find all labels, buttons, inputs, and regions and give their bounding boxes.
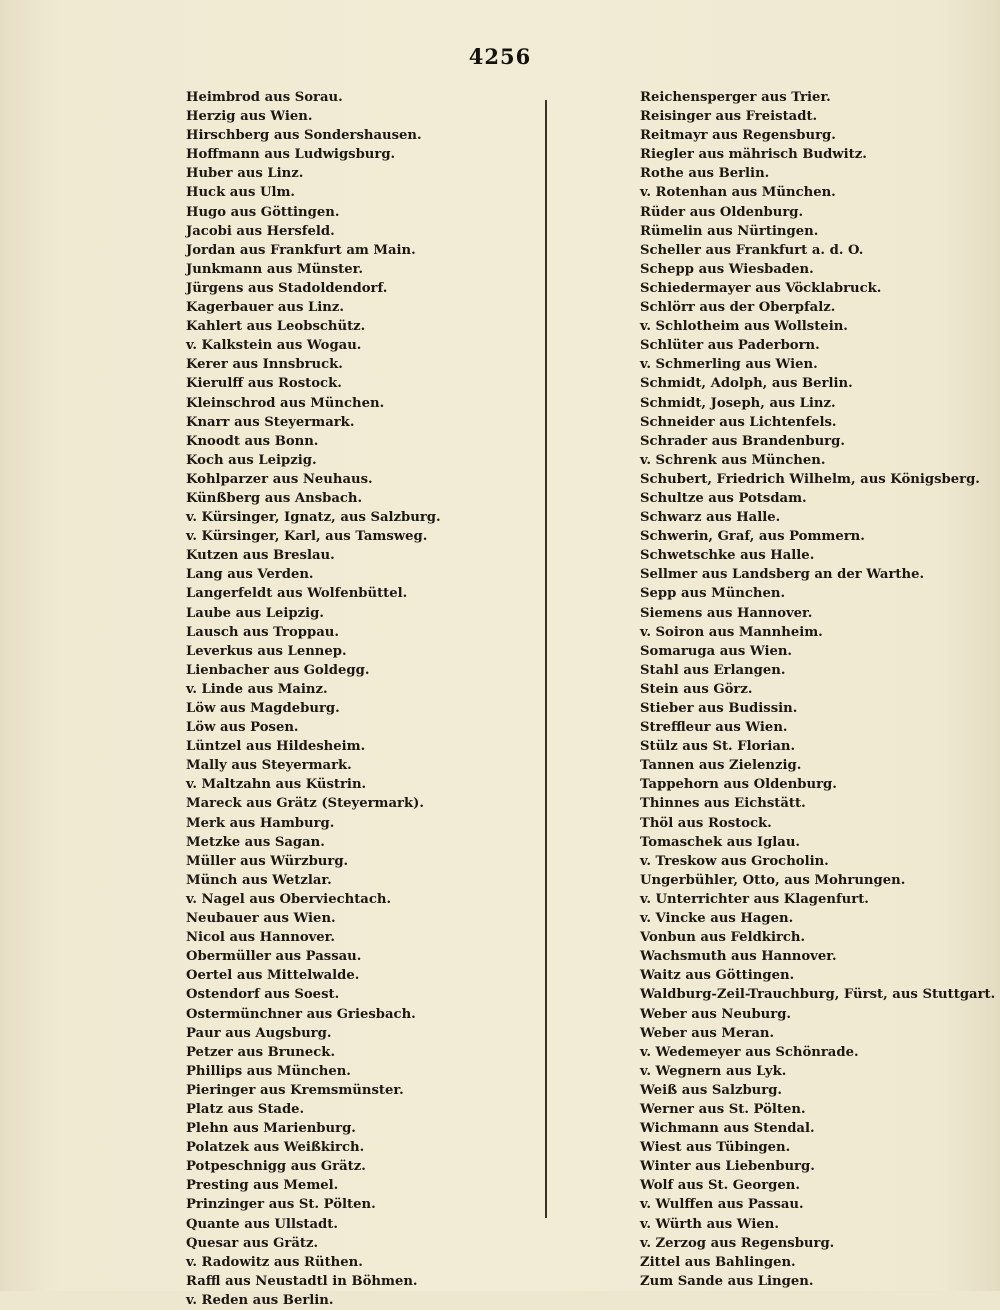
name-entry: Streffleur aus Wien. [640, 720, 788, 736]
name-entry: Schmidt, Joseph, aus Linz. [640, 395, 836, 411]
name-entry: Winter aus Liebenburg. [640, 1159, 815, 1175]
name-entry: Polatzek aus Weißkirch. [186, 1140, 365, 1156]
name-entry: Löw aus Posen. [186, 720, 299, 736]
name-entry: Weber aus Neuburg. [640, 1006, 792, 1022]
name-entry: Thinnes aus Eichstätt. [640, 796, 806, 812]
name-entry: v. Kalkstein aus Wogau. [186, 338, 362, 354]
name-entry: Platz aus Stade. [186, 1101, 305, 1117]
name-entry: Zittel aus Bahlingen. [640, 1254, 796, 1270]
name-entry: v. Maltzahn aus Küstrin. [186, 777, 367, 793]
name-entry: Schwarz aus Halle. [640, 510, 781, 526]
name-entry: Jacobi aus Hersfeld. [186, 223, 335, 239]
name-entry: Reitmayr aus Regensburg. [640, 128, 836, 144]
name-entry: Lüntzel aus Hildesheim. [186, 739, 366, 755]
right-name-column [640, 88, 995, 1291]
name-entry: Kerer aus Innsbruck. [186, 357, 343, 373]
name-entry: Werner aus St. Pölten. [640, 1101, 806, 1117]
name-entry: Phillips aus München. [186, 1063, 351, 1079]
name-entry: Mareck aus Grätz (Steyermark). [186, 796, 424, 812]
name-entry: v. Wulffen aus Passau. [640, 1197, 804, 1213]
name-entry: v. Unterrichter aus Klagenfurt. [640, 891, 869, 907]
name-entry: Somaruga aus Wien. [640, 643, 793, 659]
name-entry: Kutzen aus Breslau. [186, 548, 335, 564]
name-entry: Langerfeldt aus Wolfenbüttel. [186, 586, 408, 602]
column-divider [545, 100, 547, 1218]
name-entry: Schlüter aus Paderborn. [640, 338, 820, 354]
name-entry: Müller aus Würzburg. [186, 853, 349, 869]
name-entry: Petzer aus Bruneck. [186, 1044, 336, 1060]
name-entry: Schultze aus Potsdam. [640, 490, 807, 506]
name-entry: Schepp aus Wiesbaden. [640, 261, 814, 277]
name-entry: Wichmann aus Stendal. [640, 1121, 815, 1137]
name-entry: Knoodt aus Bonn. [186, 433, 319, 449]
name-entry: Kagerbauer aus Linz. [186, 300, 344, 316]
name-entry: v. Nagel aus Oberviechtach. [186, 891, 392, 907]
name-entry: Hirschberg aus Sondershausen. [186, 128, 422, 144]
name-entry: Knarr aus Steyermark. [186, 414, 355, 430]
name-entry: v. Soiron aus Mannheim. [640, 624, 823, 640]
name-entry: Oertel aus Mittelwalde. [186, 968, 360, 984]
name-entry: Reisinger aus Freistadt. [640, 109, 818, 125]
page-number: 4256 [468, 44, 532, 69]
name-entry: Merk aus Hamburg. [186, 815, 335, 831]
name-entry: Schwerin, Graf, aus Pommern. [640, 529, 865, 545]
name-entry: Jürgens aus Stadoldendorf. [186, 280, 388, 296]
name-entry: Presting aus Memel. [186, 1178, 339, 1194]
name-entry: Leverkus aus Lennep. [186, 643, 347, 659]
name-entry: Heimbrod aus Sorau. [186, 90, 343, 105]
name-entry: v. Vincke aus Hagen. [640, 911, 794, 927]
name-entry: v. Reden aus Berlin. [186, 1292, 334, 1308]
name-entry: Sepp aus München. [640, 586, 786, 602]
name-entry: Ungerbühler, Otto, aus Mohrungen. [640, 872, 906, 888]
name-entry: Prinzinger aus St. Pölten. [186, 1197, 376, 1213]
name-entry: v. Schmerling aus Wien. [640, 357, 818, 373]
name-entry: Hoffmann aus Ludwigsburg. [186, 147, 396, 163]
name-entry: Schwetschke aus Halle. [640, 548, 815, 564]
name-entry: Vonbun aus Feldkirch. [640, 930, 806, 946]
name-entry: Kohlparzer aus Neuhaus. [186, 471, 373, 487]
name-entry: Pieringer aus Kremsmünster. [186, 1082, 404, 1098]
name-entry: v. Kürsinger, Ignatz, aus Salzburg. [186, 510, 441, 526]
name-entry: Neubauer aus Wien. [186, 911, 336, 927]
name-entry: v. Würth aus Wien. [640, 1216, 779, 1232]
name-entry: Ostendorf aus Soest. [186, 987, 340, 1003]
name-entry: Weber aus Meran. [640, 1025, 775, 1041]
name-entry: Siemens aus Hannover. [640, 605, 813, 621]
name-entry: Wolf aus St. Georgen. [640, 1178, 800, 1194]
name-entry: Kahlert aus Leobschütz. [186, 319, 366, 335]
name-entry: Kleinschrod aus München. [186, 395, 385, 411]
name-entry: Löw aus Magdeburg. [186, 701, 340, 716]
name-entry: Paur aus Augsburg. [186, 1025, 332, 1041]
name-entry: Rothe aus Berlin. [640, 166, 770, 182]
name-entry: Stülz aus St. Florian. [640, 739, 796, 755]
name-entry: Koch aus Leipzig. [186, 452, 317, 468]
name-entry: Tappehorn aus Oldenburg. [640, 777, 837, 793]
name-entry: Sellmer aus Landsberg an der Warthe. [640, 567, 925, 583]
name-entry: Kierulff aus Rostock. [186, 376, 342, 392]
name-entry: Mally aus Steyermark. [186, 758, 352, 774]
name-entry: v. Treskow aus Grocholin. [640, 853, 829, 869]
name-entry: v. Schlotheim aus Wollstein. [640, 319, 848, 335]
name-entry: Rümelin aus Nürtingen. [640, 223, 819, 239]
name-entry: Obermüller aus Passau. [186, 949, 362, 965]
name-entry: Ostermünchner aus Griesbach. [186, 1006, 416, 1022]
name-entry: v. Wedemeyer aus Schönrade. [640, 1044, 859, 1060]
name-entry: v. Wegnern aus Lyk. [640, 1063, 787, 1079]
name-entry: Lienbacher aus Goldegg. [186, 662, 370, 678]
name-entry: Quesar aus Grätz. [186, 1235, 319, 1251]
name-entry: Huber aus Linz. [186, 166, 304, 182]
name-entry: Schubert, Friedrich Wilhelm, aus Königsberg. [640, 471, 980, 487]
name-entry: Herzig aus Wien. [186, 109, 313, 125]
name-entry: Nicol aus Hannover. [186, 930, 335, 946]
name-entry: Schneider aus Lichtenfels. [640, 414, 837, 430]
name-entry: Weiß aus Salzburg. [640, 1082, 783, 1098]
left-name-column [186, 88, 536, 1310]
name-entry: Schmidt, Adolph, aus Berlin. [640, 376, 853, 392]
name-entry: Waldburg-Zeil-Trauchburg, Fürst, aus Stuttgart. [640, 987, 996, 1003]
name-entry: Zum Sande aus Lingen. [640, 1273, 814, 1289]
name-entry: Huck aus Ulm. [186, 185, 296, 201]
name-entry: Künßberg aus Ansbach. [186, 490, 363, 506]
name-entry: v. Radowitz aus Rüthen. [186, 1254, 363, 1270]
name-entry: Thöl aus Rostock. [640, 815, 772, 831]
name-entry: Scheller aus Frankfurt a. d. O. [640, 242, 864, 258]
name-entry: Lausch aus Troppau. [186, 624, 339, 640]
name-entry: Junkmann aus Münster. [186, 261, 363, 277]
name-entry: Schrader aus Brandenburg. [640, 433, 845, 449]
name-entry: Stieber aus Budissin. [640, 701, 798, 716]
name-entry: Schiedermayer aus Vöcklabruck. [640, 280, 882, 296]
name-entry: v. Linde aus Mainz. [186, 681, 328, 697]
name-entry: Hugo aus Göttingen. [186, 204, 340, 220]
name-entry: Waitz aus Göttingen. [640, 968, 795, 984]
name-entry: Schlörr aus der Oberpfalz. [640, 300, 836, 316]
name-entry: v. Rotenhan aus München. [640, 185, 836, 201]
name-entry: Quante aus Ullstadt. [186, 1216, 338, 1232]
name-entry: v. Schrenk aus München. [640, 452, 826, 468]
name-entry: v. Zerzog aus Regensburg. [640, 1235, 835, 1251]
name-entry: Wachsmuth aus Hannover. [640, 949, 837, 965]
name-entry: Potpeschnigg aus Grätz. [186, 1159, 366, 1175]
name-entry: Stahl aus Erlangen. [640, 662, 786, 678]
name-entry: Laube aus Leipzig. [186, 605, 324, 621]
name-entry: Reichensperger aus Trier. [640, 90, 831, 105]
name-entry: Wiest aus Tübingen. [640, 1140, 791, 1156]
name-entry: Münch aus Wetzlar. [186, 872, 332, 888]
name-entry: Tomaschek aus Iglau. [640, 834, 801, 850]
name-entry: Plehn aus Marienburg. [186, 1121, 356, 1137]
name-entry: Rüder aus Oldenburg. [640, 204, 804, 220]
name-entry: v. Kürsinger, Karl, aus Tamsweg. [186, 529, 428, 545]
name-entry: Metzke aus Sagan. [186, 834, 325, 850]
name-entry: Jordan aus Frankfurt am Main. [186, 242, 416, 258]
name-entry: Riegler aus mährisch Budwitz. [640, 147, 867, 163]
name-entry: Raffl aus Neustadtl in Böhmen. [186, 1273, 418, 1289]
name-entry: Stein aus Görz. [640, 681, 753, 697]
name-entry: Lang aus Verden. [186, 567, 314, 583]
name-entry: Tannen aus Zielenzig. [640, 758, 802, 774]
